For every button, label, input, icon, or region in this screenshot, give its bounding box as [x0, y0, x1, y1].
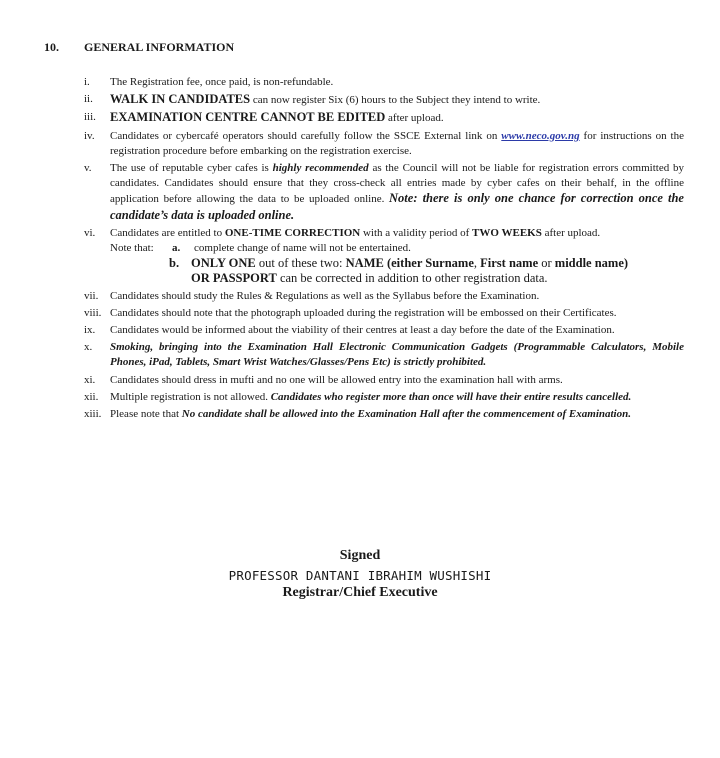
correction-note: Note: there is only one chance for correction once the candidate’s data is uploaded online. — [110, 191, 684, 222]
section-heading — [44, 40, 234, 55]
list-item: iv. Candidates or cybercafé operators should carefully follow the SSCE External link on www.neco.gov.ng for instructions on the registration procedure before embarking on the registration exercise. — [84, 129, 684, 157]
info-list — [84, 75, 684, 424]
list-item: xii. Multiple registration is not allowed. Candidates who register more than once will have their entire results cancelled. — [84, 390, 632, 403]
list-item: x. Smoking, bringing into the Examination Hall Electronic Communication Gadgets (Programmable Calculators, Mobile Phones, iPad, Tablets, Smart Wrist Watches/Glasses/Pens Etc) is strictly prohibited. — [84, 341, 684, 369]
sub-item-a: Note that: a. complete change of name will not be entertained. — [110, 242, 411, 255]
list-item: v. The use of reputable cyber cafes is highly recommended as the Council will not be liable for registration errors committed by candidates. Candidates should ensure that they cross-check all entries made by cyber cafes on their behalf, in the offline application before allowing the data to be uploaded online. Note: there is only one chance for correction once the candidate’s data is uploaded online. — [84, 162, 684, 222]
section-number: 10. — [44, 40, 59, 54]
list-item: viii. Candidates should note that the photograph uploaded during the registration will be embossed on their Certificates. — [84, 306, 617, 319]
signature-block — [0, 548, 720, 601]
list-item: xiii. Please note that No candidate shall be allowed into the Examination Hall after the commencement of Examination. — [84, 408, 631, 421]
list-item: xi. Candidates should dress in mufti and no one will be allowed entry into the examination hall with arms. — [84, 373, 563, 386]
signed-label: Signed — [339, 548, 381, 563]
list-item: i. The Registration fee, once paid, is non-refundable. — [84, 76, 334, 88]
signatory-name: PROFESSOR DANTANI IBRAHIM WUSHISHI — [228, 568, 492, 583]
list-item: ix. Candidates would be informed about the viability of their centres at least a day before the date of the Examination. — [84, 324, 615, 337]
list-item: iii. EXAMINATION CENTRE CANNOT BE EDITED after upload. — [84, 110, 444, 125]
sub-item-b: b. ONLY ONE out of these two: NAME (either Surname, First name or middle name) OR PASSPORT can be corrected in addition to other registration data. — [169, 256, 629, 286]
list-item: ii. WALK IN CANDIDATES can now register Six (6) hours to the Subject they intend to write. — [84, 92, 541, 107]
list-item: vii. Candidates should study the Rules & Regulations as well as the Syllabus before the Examination. — [84, 289, 540, 302]
neco-website-link[interactable]: www.neco.gov.ng — [501, 129, 580, 142]
list-item: vi. Candidates are entitled to ONE-TIME CORRECTION with a validity period of TWO WEEKS after upload. Note that: a. complete change of name will not be entertained. b. ONLY ONE out of these two: NAME (either Surname, First name or middle name) OR PASSPORT can be corrected in addition to other registration data. — [84, 226, 684, 287]
section-title: GENERAL INFORMATION — [84, 40, 235, 54]
signatory-title: Registrar/Chief Executive — [282, 585, 438, 600]
